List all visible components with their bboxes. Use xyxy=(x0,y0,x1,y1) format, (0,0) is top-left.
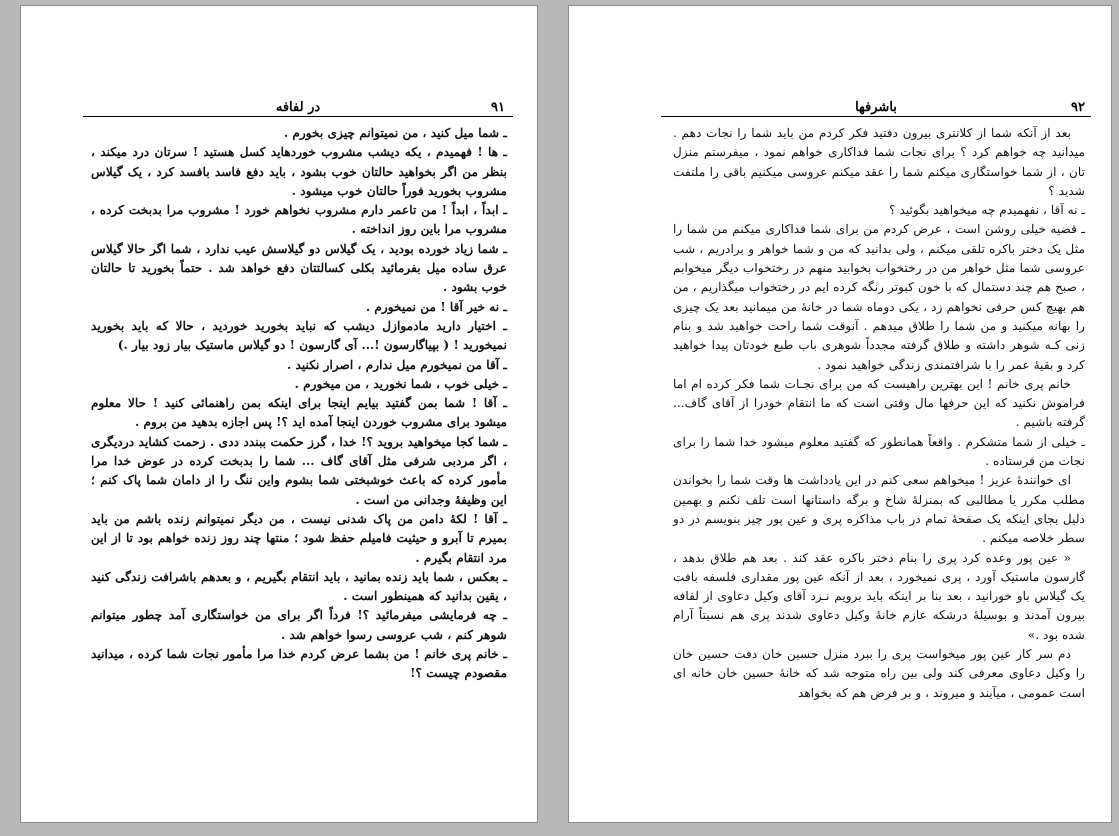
paragraph: خانم پری خانم ! این بهترین راهیست که من برای نجـات شما فکر کرده ام اما فراموش نکنید که این حرفها مال وقتی است که ما انتقام خودرا از آقای گاف... گرفته باشیم . xyxy=(673,376,1085,430)
paragraph: ـ ها ! فهمیدم ، یکه دیشب مشروب خوردهاید کسل هستید ! سرتان درد میکند ، بنظر من اگر بخواهید حالتان خوب بشود ، باید دفع فاسد بافسد کرد ، یک گیلاس مشروب بخورید فوراً حالتان خوب میشود . xyxy=(91,145,507,198)
book-page-right xyxy=(568,5,1112,823)
paragraph: دم سر کار عین پور میخواست پری را ببرد منزل حسین خان دفت حسین خان را وکیل دعاوی معرفی کند ولی بین راه متوجه شد که خانهٔ حسین خان خانه ای است عمومی ، میآیند و میروند ، و بر فرض هم که بخواهد xyxy=(673,647,1085,700)
book-page-left xyxy=(20,5,538,823)
paragraph: ـ چه فرمایشی میفرمائید ؟! فرداً اگر برای من خواستگاری آمد چطور میتوانم شوهر کنم ، شب عروسی رسوا خواهم شد . xyxy=(91,608,507,642)
paragraph: ـ نه خیر آقا ! من نمیخورم . xyxy=(365,299,507,314)
page-number: ۹۱ xyxy=(491,100,505,115)
chapter-title: در لفافه xyxy=(275,100,321,115)
paragraph: ـ آقا ! شما بمن گفتید بیایم اینجا برای اینکه بمن راهنمائی کنید ! حالا معلوم میشود برای مشروب خوردن اینجا آمده اید ؟! پس اجازه بدهید من بروم . xyxy=(91,396,507,430)
paragraph: ـ شما زیاد خورده بودید ، یک گیلاس دو گیلاسش عیب ندارد ، شما اگر حالا گیلاس عرق ساده میل بفرمائید بکلی کسالتتان دفع خواهد شد . حتماً بخورید تا حالتان خوب بشود . xyxy=(91,241,507,295)
paragraph: ـ خیلی از شما متشکرم . واقعاً همانطور که گفتید معلوم میشود خدا شما را برای نجات من فرستاده . xyxy=(673,434,1085,469)
paragraph: ـ بعکس ، شما باید زنده بمانید ، باید انتقام بگیریم ، و بعدهم باشرافت زندگی کنید ، یقین بدانید که همینطور است . xyxy=(91,569,507,604)
page-text xyxy=(91,124,507,684)
running-header xyxy=(661,94,1091,117)
paragraph: « عین پور وعده کرد پری را بنام دختر باکره عقد کند . بعد هم طلاق بدهد ، گارسون ماستیک آورد ، پری نمیخورد ، بعد از آنکه عین پور مقداری فلسفه بافت یک گیلاس باو خورانید ، بعد بنا بر اینکه باید برویم نـزد آقای وکیل دعاوی از لفافه بیرون آمدند و بوسیلهٔ درشکه عازم خانهٔ وکیل دعاوی شدند پری هم نسبتاً آرام شده بود .» xyxy=(673,550,1085,642)
paragraph: ـ ابداً ، ابداً ! من تاعمر دارم مشروب نخواهم خورد ! مشروب مرا بدبخت کرده ، مشروب مرا باین روز انداخته . xyxy=(91,203,507,237)
paragraph: ـ خیلی خوب ، شما نخورید ، من میخورم . xyxy=(294,376,507,391)
paragraph: ای خوانندهٔ عزیز ! میخواهم سعی کنم در این یادداشت ها وقت شما را بخواندن مطلب مکرر یا مطالبی که بمنزلهٔ شاخ و برگه داستانها است تلف نکنم و بهمین دلیل بجای اینکه یک صفحهٔ تمام در باب مذاکره پری و عین پور چیز بنویسم در دو سطر خلاصه میکنم . xyxy=(673,473,1085,546)
running-header xyxy=(83,94,513,117)
paragraph: ـ قضیه خیلی روشن است ، عرض کردم من برای شما فداکاری میکنم من شما را مثل یک دختر باکره تلقی میکنم ، ولی بدانید که من و شما خواهر و برادریم ، شب عروسی شما مثل خواهر من در رختخواب بخوابید منهم در رختخواب دیگر میخوابم ، صبح هم چند دستمال که با خون کبوتر رنگه کرده ایم در رختخواب میگذاریم ، من هم بهیچ کس حرفی نخواهم زد ، یکی دوماه شما در خانهٔ من میمانید بعد یک چیزی را بهانه میکنید و من شما را طلاق میدهم . آنوقت شما راحت خواهید شد و بنام زنی کـه شوهر داشته و طلاق گرفته مجدداً شوهری باب طبع خودتان پیدا خواهید کرد و بقیهٔ عمر را با شرافتمندی زندگی خواهید نمود . xyxy=(673,222,1085,372)
paragraph: ـ آقا ! لکهٔ دامن من پاک شدنی نیست ، من دیگر نمیتوانم زنده باشم من باید بمیرم تا آبرو و حیثیت فامیلم حفظ شود ؛ منتها چند روز زنده خواهم بود تا از این مرد انتقام بگیرم . xyxy=(91,511,507,565)
chapter-title: باشرفها xyxy=(855,100,897,115)
paragraph: بعد از آنکه شما از کلانتری بیرون دفتید فکر کردم من باید شما را نجات دهم . میدانید چه خواهم کرد ؟ برای نجات شما فداکاری خواهم نمود ، میفرستم منزل تان ، از شما خواستگاری میکنم شما را عقد میکنم عروسی میکنیم باقی را ملتفت شدید ؟ xyxy=(673,126,1085,198)
paragraph: ـ آقا من نمیخورم میل ندارم ، اصرار نکنید . xyxy=(286,357,507,372)
paragraph: ـ خانم پری خانم ! من بشما عرض کردم خدا مرا مأمور نجات شما کرده ، میدانید مقصودم چیست ؟! xyxy=(91,647,507,681)
paragraph: ـ شما میل کنید ، من نمیتوانم چیزی بخورم . xyxy=(283,126,507,140)
paragraph: ـ اختیار دارید مادموازل دیشب که نباید بخورید خوردید ، حالا که باید بخورید نمیخورید ! ( بپیاگارسون !... آی گارسون ! دو گیلاس ماستیک بیار زود بیار .) xyxy=(91,318,507,353)
page-text xyxy=(673,124,1085,703)
paragraph: ـ شما کجا میخواهید بروید ؟! خدا ، گرز حکمت ببندد ددی . زحمت کشاید دردیگری ، اگر مردبی شرفی مثل آقای گاف ... شما را بدبخت کرده در عوض خدا مرا مأمور کرده که باعث خوشبختی شما بشوم واین ننگ را از دامان شما پاک کنم ؛ این وظیفهٔ وجدانی من است . xyxy=(91,434,507,507)
paragraph: ـ نه آقا ، نفهمیدم چه میخواهید بگوئید ؟ xyxy=(889,203,1085,218)
page-number: ۹۲ xyxy=(1071,100,1085,115)
